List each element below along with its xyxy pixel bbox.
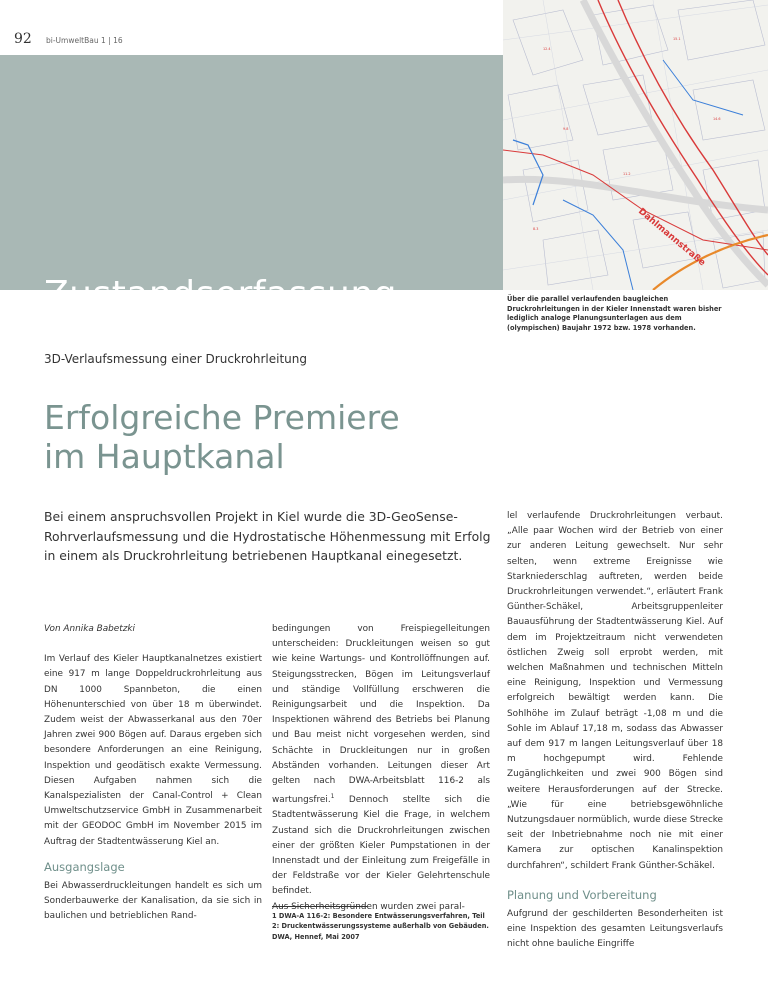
paragraph-text: Dennoch stellte sich die Stadtentwässerung Kiel die Frage, in welchem Zustand sich die Druckrohrleitungen zwischen einer der größten Kieler Pumpstationen in der Innenstadt und der Einleitung zum Freigefälle in der Feldstraße vor der Kieler Gelehrtenschule befindet. xyxy=(272,795,490,897)
svg-text:8.3: 8.3 xyxy=(533,227,539,231)
svg-text:11.2: 11.2 xyxy=(623,172,631,176)
lead-paragraph: Bei einem anspruchsvollen Projekt in Kiel wurde die 3D-GeoSense-Rohrverlaufsmessung und die Hydrostatische Höhenmessung mit Erfolg in einem als Druckrohrleitung betriebenen Hauptkanal einegesetzt. xyxy=(44,509,491,563)
article-column-2 xyxy=(272,622,490,915)
hero-banner xyxy=(0,55,503,315)
subheading-planung: Planung und Vorbereitung xyxy=(507,887,657,902)
article-column-3 xyxy=(507,509,723,953)
svg-text:15.1: 15.1 xyxy=(673,37,681,41)
headline-line-1: Erfolgreiche Premiere xyxy=(44,398,400,437)
subheading-ausgangslage: Ausgangslage xyxy=(44,859,125,874)
author-byline: Von Annika Babetzki xyxy=(44,624,135,634)
site-plan-map xyxy=(503,0,768,290)
kicker: 3D-Verlaufsmessung einer Druckrohrleitung xyxy=(44,352,307,366)
headline xyxy=(44,398,400,476)
journal-name: bi-UmweltBau 1 | 16 xyxy=(46,36,123,45)
paragraph: Aus Sicherheitsgründen wurden zwei paral- xyxy=(272,901,465,912)
footnote-divider xyxy=(272,906,367,907)
section-title: Zustandserfassung xyxy=(44,274,398,315)
paragraph: lel verlaufende Druckrohrleitungen verbaut. „Alle paar Wochen wird der Betrieb von einer zur anderen Leitung gewechselt. Nur sehr selten, wenn extreme Ereignisse wie Starkniederschlag auftreten, werden beide Druckrohrleitungen verwendet.“, erläutert Frank Günther-Schäkel, Arbeitsgruppenleiter Bauausführung der Stadtentwässerung Kiel. Auf dem im Projektzeitraum nicht verwendeten östlichen Zweig soll erprobt werden, mit welchen Maßnahmen und technischen Mitteln eine Reinigung, Inspektion und Vermessung erfolgreich bewältigt werden kann. Die Sohlhöhe im Zulauf beträgt -1,08 m und die Sohle im Ablauf 17,18 m, sodass das Abwasser auf dem 917 m langen Leitungsverlauf über 18 m hochgepumpt wird. Fehlende Zugänglichkeiten und zwei 900 Bögen sind weitere Herausforderungen auf der Strecke. „Wie für eine betriebsgewöhnliche Nutzungsdauer normüblich, wurde diese Strecke seit der Inbetriebnahme noch nie mit einer Kamera zur optischen Kanalinspektion durchfahren“, schildert Frank Günther-Schäkel. xyxy=(507,511,724,871)
footnote-ref: 1 xyxy=(330,793,335,801)
paragraph: Bei Abwasserdruckleitungen handelt es sich um Sonderbauwerke der Kanalisation, da sie sich in baulichen und betrieblichen Rand- xyxy=(44,881,262,922)
article-column-1 xyxy=(44,622,262,925)
svg-text:9.8: 9.8 xyxy=(563,127,569,131)
paragraph: Im Verlauf des Kieler Hauptkanalnetzes existiert eine 917 m lange Doppeldruckrohrleitung aus DN 1000 Spannbeton, die einen Höhenunterschied von über 18 m überwindet. Zudem weist der Abwasserkanal aus den 70er Jahren zwei 900 Bögen auf. Daraus ergeben sich besondere Anforderungen an eine Reinigung, Inspektion und geodätisch exakte Vermessung. Diesen Aufgaben nahmen sich die Kanalspezialisten der Canal-Control + Clean Umweltschutzservice GmbH in Zusammenarbeit mit der GEODOC GmbH im November 2015 im Auftrag der Stadtentwässerung Kiel an. xyxy=(44,654,262,847)
page-number: 92 xyxy=(14,31,32,47)
image-caption: Über die parallel verlaufenden baugleichen Druckrohrleitungen in der Kieler Innenstadt waren bisher lediglich analoge Planungsunterlagen aus dem (olympischen) Baujahr 1972 bzw. 1978 vorhanden. xyxy=(507,295,722,332)
map-image xyxy=(503,0,768,290)
paragraph-text: bedingungen von Freispiegelleitungen unterscheiden: Druckleitungen weisen so gut wie keine Wartungs- und Kontrollöffnungen auf. Steigungsstrecken, Bögen im Leitungsverlauf und ständige Vollfüllung erschweren die Reinigungsarbeit und die Inspektion. Da Inspektionen während des Betriebs bei Planung und Bau meist nicht vorgesehen werden, sind Schächte in Druckleitungen nur in großen Abständen vorhanden. Leitungen dieser Art gelten nach DWA-Arbeitsblatt 116-2 als wartungsfrei. xyxy=(272,624,490,806)
svg-text:12.4: 12.4 xyxy=(543,47,551,51)
footnote: 1 DWA-A 116-2: Besondere Entwässerungsverfahren, Teil 2: Druckentwässerungssysteme außerhalb von Gebäuden. DWA, Hennef, Mai 2007 xyxy=(272,912,489,941)
paragraph xyxy=(272,622,490,900)
svg-text:14.6: 14.6 xyxy=(713,117,721,121)
headline-line-2: im Hauptkanal xyxy=(44,437,285,476)
paragraph: Aufgrund der geschilderten Besonderheiten ist eine Inspektion des gesamten Leitungsverlaufs nicht ohne bauliche Eingriffe xyxy=(507,909,723,950)
map-street-label: Dahlmannstraße xyxy=(636,206,707,269)
